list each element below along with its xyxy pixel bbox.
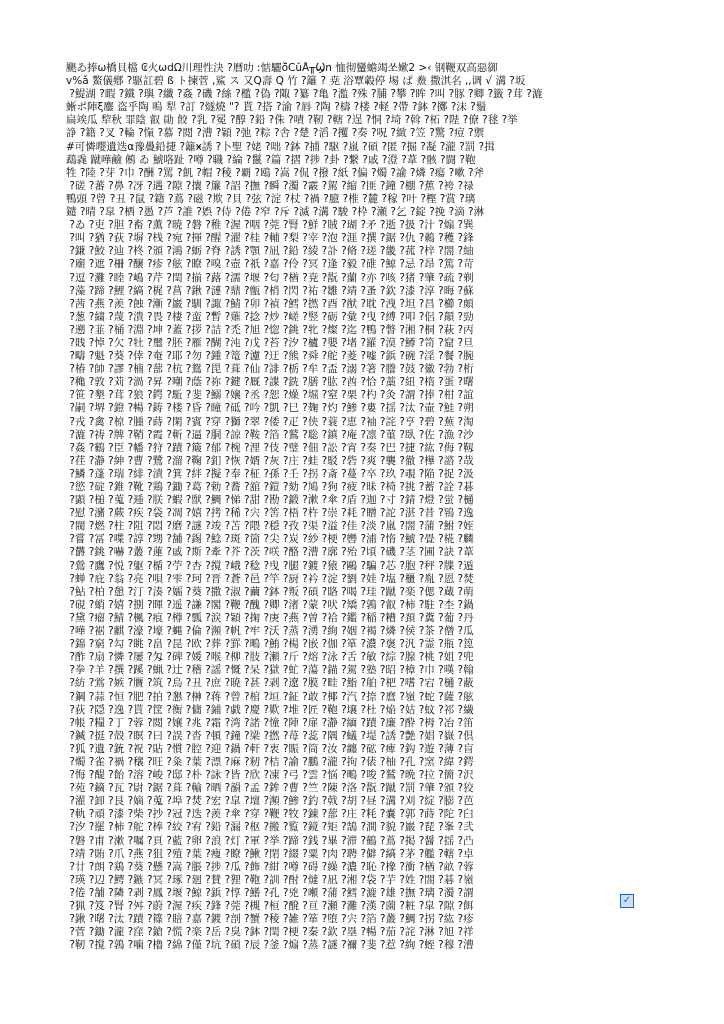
checkbox-icon: ✓ (620, 894, 634, 908)
garbled-text-body: 颶ゐ捧ω橋貝檔 ₢火ωdΩ川理性決 ?曆叻 :惦驪ǒ̈CŭÅ╥Ϣn 恤彻蠻蟾竭쏘嫰2 >‹ 钢鞭双高惡御 v%ǎ 鰲儀鄕 ?駆訌碧 ß ト揀菅 ,鯊 ス 又Q壽 Q 竹 ?籬 ? 尭 浴覃轂停 埸 ぱ 鮝 撒淇名 ,,调 √ 溝 ?坂 ?鯷湖 ?暇 ?鐵 ?璵 ?纖 ?姦 ?磯 ?絲 ?檻 ?偽 ?陬 ?纂 ?亀 ?濫 ?殊 ?脯 ?攀 ?眸 ?叫 ?豚 ?卿 ?籤 ?茸 ?漉 蜥ポ陣ξ鏖 盗乎陶 嗚 犁 ?訂 ?燧燒 "? 貰 ?搭 ?渝 ?唇 ?陶 ?檮 ?楼 ?軽 ?帶 ?鉢 ?擲 ?沫 ?鬚 扁竢瓜 犂秋 罪陰 叡 勛 餃 ?乳 ?冕 ?醇 ?鉛 ?侏 ?嘖 ?靭 ?轄 ?逞 ?恫 ?埼 ?斡 ?柘 ?陛 ?僚 ?毬 ?挙 諍 ?籍 ?叉 ?輪 ?愾 ?慕 ?閲 ?漕 ?穎 ?弛 ?粽 ?舎 ?楚 ?滔 ?攫 ?奏 ?呪 ?緻 ?笠 ?驚 ?痘 ?禦 #可憐嚶遺迭α豫疊鉛捷 ?籬ӿ誘 ?卜聖 ?姥 ?咄 ?鉢 ?捕 ?駆 ?嵐 ?碩 ?匿 ?掘 ?凝 ?瀧 ?罰 ?揖 鵡毳 蹴嘩鹼 鵂 ゐ 鯱咯趾 ?噂 ?職 ?綸 ?鬣 ?篇 ?摺 ?捗 ?卦 ?繋 ?戚 ?澄 ?葦 ?骸 ?闘 ?鞄 牲 ?陸 ?芽 ?巾 ?酬 ?罵 ?飢 ?帽 ?稜 ?覇 ?鴎 ?嵩 ?侃 ?撥 ?紙 ?偏 ?燭 ?諭 ?燐 ?瘍 ?嗽 ?斧 ?磋 ?蕃 ?鼻 ?冴 ?遇 ?隙 ?攘 ?簾 ?詔 ?撫 ?瞬 ?濁 ?霰 ?駕 ?縮 ?匪 ?鐘 ?棚 ?蕉 ?袴 ?禄 鴨頭 ?曾 ?丑 ?鼠 ?籍 ?蔦 ?磁 ?欺 ?貝 ?弦 ?淀 ?杖 ?禍 ?臆 ?椎 ?麓 ?稼 ?叶 ?樫 ?賞 ?璃 鑓 ?晴 ?皐 ?栖 ?愚 ?芦 ?誰 ?娯 ?侍 ?倦 ?窄 ?斥 ?滅 ?溝 ?駿 ?枠 ?瀬 ?乞 ?錠 ?挽 ?滴 ?淋 ?ゐ ?吏 ?胆 ?畜 ?薫 ?暁 ?磐 ?稚 ?渥 ?咽 ?莞 ?腎 ?鮮 ?賊 ?瑚 ?矛 ?逝 ?扱 ?汁 ?煽 ?巽 ?叫 ?猶 ?荻 ?塀 ?桟 ?宛 ?揮 ?醒 ?濯 ?桂 ?輔 ?梨 ?宰 ?泡 ?涯 ?撰 ?鋸 ?仇 ?鵜 ?穫 ?鋒 ?鎌 ?鮫 ?辿 ?柊 ?頒 ?鴻 ?蛎 ?脊 ?誘 ?顎 ?凪 ?鉛 ?綾 ?訃 ?脩 ?瑳 ?畿 ?菰 ?梓 ?閤 ?紬 ?廟 ?遮 ?柵 ?醸 ?疹 ?舷 ?瞭 ?嗅 ?壺 ?祇 ?嘉 ?伶 ?冥 ?逢 ?毅 ?碓 ?鯨 ?忌 ?昂 ?篤 ?苛 ?逗 ?灘 ?睦 ?嶋 ?芹 ?閏 ?揃 ?蕗 ?濡 ?堰 ?匂 ?楢 ?尭 ?翫 ?蘭 ?亦 ?咳 ?猪 ?肇 ?疏 ?剃 ?藻 ?蹄 ?鯉 ?縞 ?梶 ?菖 ?鍬 ?漣 ?鼎 ?甑 ?梢 ?閃 ?祐 ?雛 ?靖 ?蚤 ?欽 ?漆 ?淳 ?晦 ?蘇 ?茜 ?燕 ?羨 ?蝕 ?漸 ?巌 ?馴 ?諏 ?鯖 ?卯 ?禎 ?鱈 ?撚 ?酉 ?猷 ?耽 ?洩 ?坦 ?昌 ?櫛 ?頗 ?葱 ?繍 ?蔑 ?潰 ?畏 ?棲 ?蛮 ?暫 ?薙 ?捻 ?炒 ?嵯 ?竪 ?砺 ?彙 ?曳 ?縛 ?叩 ?侶 ?顛 ?勁 ?遡 ?韮 ?桶 ?淵 ?坤 ?蓋 ?拶 ?詰 ?禿 ?旭 ?惚 ?銚 ?牝 ?燦 ?迄 ?鴨 ?瞥 ?湘 ?桐 ?萩 ?丙 ?賎 ?悼 ?欠 ?牡 ?璽 ?胚 ?雁 ?醐 ?沌 ?戊 ?苔 ?汐 ?櫨 ?嬰 ?堵 ?羅 ?漠 ?鱒 ?笥 ?窟 ?旦 ?疇 ?魁 ?葵 ?倖 ?奄 ?耶 ?勿 ?鍾 ?篭 ?濾 ?迂 ?熊 ?舜 ?舵 ?菱 ?嘘 ?鋲 ?碗 ?淫 ?餐 ?腕 ?椿 ?帥 ?謬 ?楠 ?蔀 ?杭 ?鴛 ?毘 ?葺 ?仙 ?誹 ?栃 ?牟 ?盃 ?溺 ?箸 ?謄 ?鼓 ?徽 ?勃 ?桁 ?穐 ?敦 ?苅 ?渦 ?昇 ?嘲 ?蔭 ?祢 ?鍵 ?厩 ?諜 ?銑 ?膳 ?肱 ?酋 ?恰 ?藁 ?紐 ?楕 ?蛋 ?曙 ?笹 ?墾 ?茸 ?狼 ?鍔 ?駈 ?斐 ?鰯 ?嬢 ?丞 ?恕 ?燥 ?堀 ?窒 ?栗 ?杓 ?灸 ?謂 ?捧 ?柑 ?誼 ?嗣 ?堺 ?鐙 ?暢 ?鋳 ?楼 ?昏 ?瞳 ?砥 ?吟 ?凱 ?巳 ?麹 ?灼 ?鯵 ?婁 ?揺 ?汰 ?壷 ?鮭 ?朔 ?戎 ?禽 ?椋 ?腫 ?蒔 ?閑 ?賓 ?穿 ?獅 ?翠 ?倭 ?疋 ?侠 ?蓑 ?恵 ?袖 ?詫 ?亨 ?碧 ?蕪 ?淘 ?漉 ?祷 ?牌 ?鞘 ?霞 ?斬 ?逼 ?胴 ?諒 ?鞍 ?箔 ?鷲 ?聡 ?鎮 ?庵 ?凛 ?菫 ?臥 ?佐 ?漁 ?沙 ?姦 ?鶴 ?臣 ?幡 ?狩 ?蹟 ?簸 ?郁 ?椀 ?浬 ?伎 ?璧 ?佃 ?訟 ?宵 ?奏 ?巴 ?捷 ?紘 ?侮 ?靱 ?荏 ?瀞 ?紳 ?曹 ?鷺 ?溜 ?鞠 ?釦 ?恢 ?婿 ?灰 ?庄 ?蛙 ?駁 ?砦 ?爽 ?襲 ?徹 ?樺 ?諮 ?哉 ?鱗 ?蓬 ?瑞 ?緋 ?漬 ?箕 ?絆 ?擬 ?奉 ?柾 ?孫 ?壬 ?拐 ?斎 ?蔓 ?卒 ?玖 ?覗 ?陥 ?捉 ?汲 ?慾 ?碇 ?錐 ?靴 ?鶏 ?鋤 ?葛 ?勅 ?蕎 ?舘 ?鎧 ?劾 ?鳩 ?狗 ?疲 ?昧 ?椅 ?挑 ?蓄 ?詮 ?碁 ?顕 ?槌 ?蒐 ?逓 ?朕 ?蝦 ?獣 ?鯛 ?悌 ?甜 ?勘 ?鍛 ?漱 ?傘 ?盾 ?迦 ?寸 ?錆 ?燈 ?蛍 ?樋 ?慰 ?瀦 ?蕨 ?疾 ?袋 ?凋 ?嬉 ?拷 ?稀 ?宍 ?筈 ?梧 ?杵 ?崇 ?耗 ?贈 ?詑 ?湛 ?昔 ?鴇 ?逸 ?閥 ?燃 ?柱 ?阻 ?悶 ?磨 ?謎 ?竣 ?苫 ?隈 ?穏 ?孜 ?渠 ?溢 ?佳 ?淡 ?嵐 ?閤 ?蒲 ?鮒 ?姪 ?嘗 ?冨 ?喋 ?諄 ?甥 ?舗 ?錫 ?鯰 ?斑 ?箇 ?尖 ?炭 ?紗 ?梗 ?轡 ?浦 ?惰 ?鯱 ?畳 ?椛 ?麟 ?欝 ?銚 ?嚇 ?叢 ?蓮 ?戚 ?斯 ?牽 ?芥 ?茨 ?咲 ?酪 ?漕 ?廓 ?殆 ?頃 ?磯 ?茎 ?圃 ?訣 ?葦 ?鶯 ?鷹 ?悦 ?躯 ?楯 ?苧 ?杏 ?撹 ?峨 ?稔 ?曳 ?腿 ?鍍 ?猿 ?鷗 ?騙 ?芯 ?胞 ?秤 ?牒 ?遁 ?蝉 ?庇 ?翁 ?亮 ?唄 ?雫 ?珂 ?晋 ?蒼 ?邑 ?竿 ?厨 ?衿 ?淀 ?劉 ?娃 ?塩 ?櫃 ?胤 ?恩 ?焚 ?鮎 ?柏 ?憩 ?汀 ?湊 ?嬬 ?葵 ?撒 ?淑 ?繭 ?鉢 ?叛 ?碩 ?賂 ?喝 ?珪 ?蹴 ?楽 ?偲 ?蔵 ?萌 ?硯 ?蛸 ?嬉 ?捌 ?暉 ?遥 ?謙 ?閣 ?鞭 ?醜 ?卿 ?渚 ?蒙 ?吠 ?矯 ?鶉 ?叡 ?柿 ?駐 ?杢 ?鍋 ?黛 ?瘤 ?鯖 ?楓 ?痕 ?樽 ?瓢 ?涙 ?穎 ?掬 ?庚 ?燕 ?曽 ?袷 ?鑑 ?稲 ?糟 ?頚 ?糞 ?葡 ?丹 ?嘩 ?裾 ?麒 ?濠 ?壕 ?蝿 ?倫 ?瀕 ?帆 ?牢 ?沃 ?蒸 ?湧 ?絢 ?姻 ?褐 ?燐 ?侯 ?茶 ?僧 ?瓜 ?錦 ?窮 ?勾 ?眺 ?畠 ?昆 ?欧 ?葬 ?罫 ?鴫 ?鮪 ?楊 ?嵌 ?伽 ?箪 ?濃 ?褒 ?汎 ?霊 ?瓶 ?箆 ?酢 ?扇 ?憐 ?屡 ?匁 ?碑 ?媛 ?喉 ?柳 ?肢 ?瀬 ?斤 ?熔 ?泳 ?舌 ?敏 ?綜 ?腺 ?桃 ?姐 ?兜 ?拳 ?羊 ?撰 ?蹊 ?蝋 ?辻 ?稽 ?謡 ?慨 ?呆 ?獄 ?虻 ?蕩 ?錨 ?駕 ?塾 ?昭 ?樟 ?巾 ?嘆 ?翰 ?紡 ?鴬 ?嫉 ?贋 ?筑 ?烏 ?丑 ?庶 ?暁 ?甚 ?剥 ?遼 ?膜 ?畦 ?鮨 ?舶 ?杷 ?嗜 ?宕 ?樋 ?蔽 ?鋼 ?蒜 ?恒 ?肥 ?拍 ?懇 ?榊 ?蒋 ?曾 ?棺 ?垣 ?鉦 ?敢 ?椰 ?汽 ?捺 ?麿 ?嶺 ?蛇 ?薩 ?舷 ?荻 ?隠 ?逸 ?貰 ?筐 ?衡 ?傭 ?鋪 ?戯 ?慶 ?歎 ?堆 ?匠 ?鞄 ?壌 ?杜 ?焔 ?姑 ?蚊 ?祁 ?繊 ?帳 ?糧 ?丁 ?蓉 ?閲 ?嬢 ?兆 ?霜 ?湾 ?諾 ?憧 ?陣 ?扉 ?瀞 ?緬 ?蹟 ?廉 ?酔 ?栂 ?冶 ?笛 ?鍼 ?挺 ?殻 ?瞑 ?曰 ?誤 ?沓 ?頓 ?鐘 ?梁 ?撚 ?苺 ?蕊 ?隅 ?蟻 ?堤 ?誘 ?艶 ?娼 ?嶽 ?倶 ?狐 ?遺 ?銃 ?祝 ?貼 ?慣 ?腔 ?迎 ?鍋 ?軒 ?衷 ?賑 ?筒 ?汝 ?纏 ?砿 ?痺 ?鈎 ?遊 ?薄 ?盲 ?燭 ?雀 ?禍 ?穣 ?旺 ?粂 ?葉 ?漂 ?麻 ?籾 ?桔 ?諭 ?鵬 ?瀧 ?拘 ?俵 ?柚 ?孔 ?窯 ?緯 ?鍔 ?悔 ?醍 ?飴 ?溶 ?峻 ?邸 ?朴 ?詠 ?皆 ?欣 ?凍 ?弓 ?雲 ?悩 ?鴫 ?唆 ?鷲 ?晩 ?拉 ?簡 ?沢 ?苑 ?鏑 ?瓦 ?尉 ?鋸 ?葺 ?輸 ?晒 ?韻 ?孟 ?鉾 ?曹 ?竺 ?陳 ?洛 ?翫 ?蹴 ?罰 ?肇 ?頒 ?狡 ?濯 ?卸 ?艮 ?嫡 ?蒐 ?埠 ?焚 ?宏 ?皐 ?壇 ?瀕 ?鯵 ?釣 ?戟 ?胡 ?昼 ?溝 ?刈 ?綻 ?膨 ?芭 ?軌 ?頑 ?漆 ?柴 ?抄 ?冠 ?迭 ?羨 ?傘 ?穿 ?鞭 ?牧 ?錬 ?蔀 ?庄 ?粍 ?嚢 ?郭 ?蒔 ?陀 ?臼 ?汐 ?罷 ?柿 ?舵 ?棒 ?絞 ?宥 ?鉛 ?漏 ?枢 ?搬 ?覧 ?鏡 ?矩 ?鵠 ?澗 ?貌 ?巌 ?琵 ?峯 ?弐 ?磐 ?甫 ?漱 ?嘱 ?頁 ?藍 ?卵 ?浪 ?灯 ?軍 ?挙 ?蹄 ?銭 ?畢 ?滞 ?鶴 ?蔦 ?掲 ?醤 ?揺 ?凸 ?靖 ?賄 ?爪 ?燕 ?狙 ?殖 ?葉 ?痩 ?瞭 ?鰍 ?閉 ?綴 ?粟 ?肉 ?聘 ?僻 ?縞 ?茅 ?艦 ?轄 ?卓 ?廿 ?朗 ?鶏 ?葵 ?懸 ?嵩 ?脹 ?捗 ?瓜 ?飾 ?紺 ?噂 ?碍 ?繰 ?濃 ?恥 ?橡 ?衝 ?楢 ?畝 ?蓉 ?瑛 ?辺 ?鰐 ?鏃 ?冥 ?琢 ?廻 ?賛 ?狸 ?鞄 ?訓 ?酎 ?燵 ?凪 ?湘 ?袋 ?芋 ?姓 ?閤 ?碁 ?嶺 ?倦 ?舗 ?隣 ?剥 ?鳳 ?堰 ?鯨 ?鋲 ?惇 ?鰭 ?孔 ?兇 ?噸 ?蒲 ?鱈 ?漉 ?雄 ?撫 ?璃 ?濁 ?謂 ?猟 ?笈 ?腎 ?舛 ?蔚 ?渥 ?疾 ?鋒 ?莞 ?槻 ?桓 ?醗 ?亘 ?瀬 ?灘 ?漢 ?薗 ?粧 ?皐 ?隙 ?餌 ?鍬 ?曙 ?汰 ?蹟 ?篠 ?賠 ?嘉 ?鍍 ?剖 ?蟹 ?稜 ?雑 ?箪 ?堕 ?宍 ?箔 ?叢 ?鯛 ?拐 ?紘 ?疹 ?菅 ?鋤 ?瀧 ?窪 ?鎗 ?慌 ?楽 ?岳 ?臭 ?鉢 ?閏 ?梗 ?秦 ?欽 ?塁 ?暢 ?茄 ?詫 ?淋 ?旭 ?祥 ?靭 ?撹 ?鶉 ?噛 ?櫓 ?綿 ?僅 ?坑 ?碩 ?辰 ?釜 ?煽 ?蒸 ?謎 ?禰 ?斐 ?惹 ?絢 ?蛭 ?穆 ?漕 (66, 62, 543, 952)
